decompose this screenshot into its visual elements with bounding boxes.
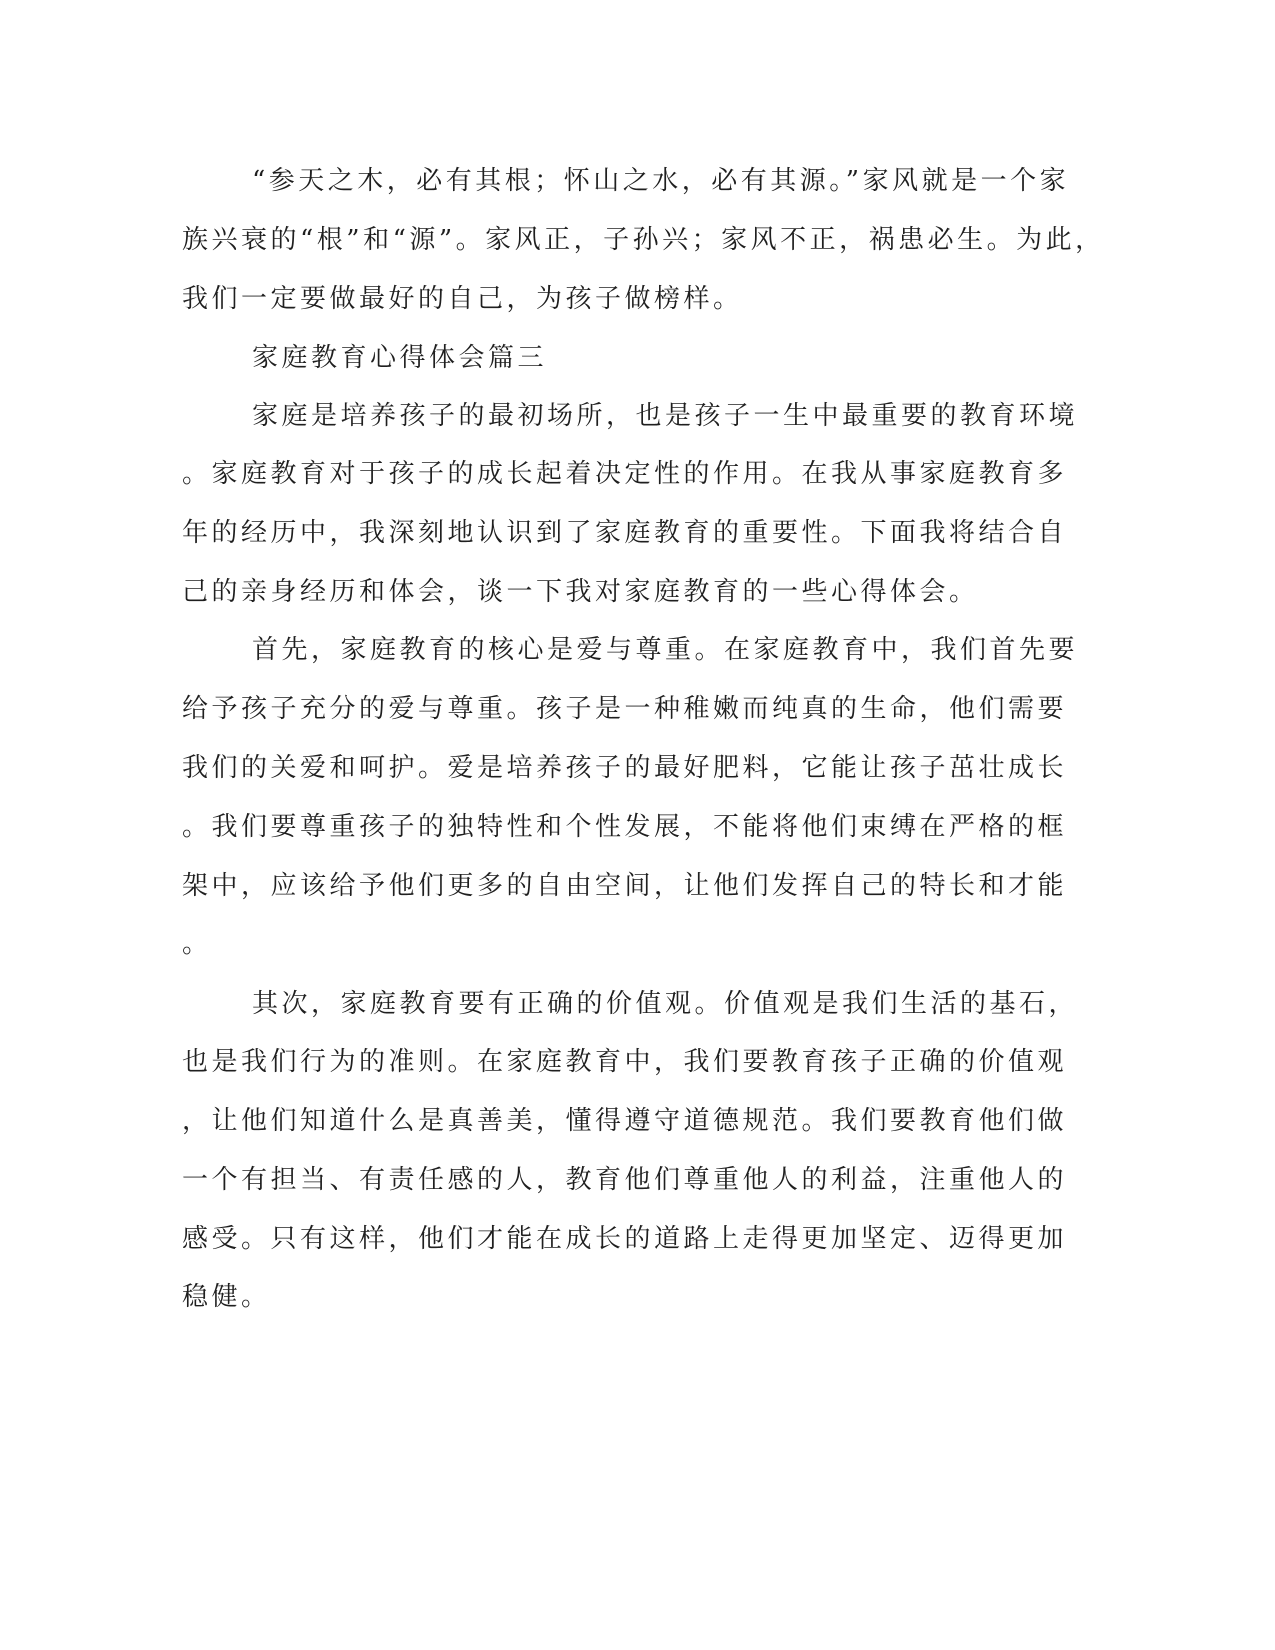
paragraph-4-line-6: 稳健。 [182,1282,271,1312]
paragraph-3-line-4: 。我们要尊重孩子的独特性和个性发展，不能将他们束缚在严格的框 [182,812,1068,842]
paragraph-2-line-3: 年的经历中，我深刻地认识到了家庭教育的重要性。下面我将结合自 [182,518,1068,548]
paragraph-3-line-6: 。 [182,929,212,959]
paragraph-2-line-2: 。家庭教育对于孩子的成长起着决定性的作用。在我从事家庭教育多 [182,459,1068,489]
paragraph-2-line-1: 家庭是培养孩子的最初场所，也是孩子一生中最重要的教育环境 [252,401,1079,431]
paragraph-3-line-2: 给予孩子充分的爱与尊重。孩子是一种稚嫩而纯真的生命，他们需要 [182,694,1068,724]
paragraph-4-line-3: ，让他们知道什么是真善美，懂得遵守道德规范。我们要教育他们做 [182,1106,1068,1136]
paragraph-3-line-3: 我们的关爱和呵护。爱是培养孩子的最好肥料，它能让孩子茁壮成长 [182,753,1068,783]
section-heading: 家庭教育心得体会篇三 [252,343,548,373]
paragraph-4-line-2: 也是我们行为的准则。在家庭教育中，我们要教育孩子正确的价值观 [182,1047,1068,1077]
paragraph-4-line-5: 感受。只有这样，他们才能在成长的道路上走得更加坚定、迈得更加 [182,1224,1068,1254]
paragraph-2-line-4: 己的亲身经历和体会，谈一下我对家庭教育的一些心得体会。 [182,577,979,607]
paragraph-1-line-1: “参天之木，必有其根；怀山之水，必有其源。”家风就是一个家 [252,166,1070,196]
paragraph-4-line-1: 其次，家庭教育要有正确的价值观。价值观是我们生活的基石， [252,989,1079,1019]
paragraph-3-line-1: 首先，家庭教育的核心是爱与尊重。在家庭教育中，我们首先要 [252,635,1079,665]
paragraph-1-line-3: 我们一定要做最好的自己，为孩子做榜样。 [182,284,743,314]
paragraph-4-line-4: 一个有担当、有责任感的人，教育他们尊重他人的利益，注重他人的 [182,1165,1068,1195]
paragraph-3-line-5: 架中，应该给予他们更多的自由空间，让他们发挥自己的特长和才能 [182,871,1068,901]
paragraph-1-line-2: 族兴衰的“根”和“源”。家风正，子孙兴；家风不正，祸患必生。为此， [182,225,1105,255]
